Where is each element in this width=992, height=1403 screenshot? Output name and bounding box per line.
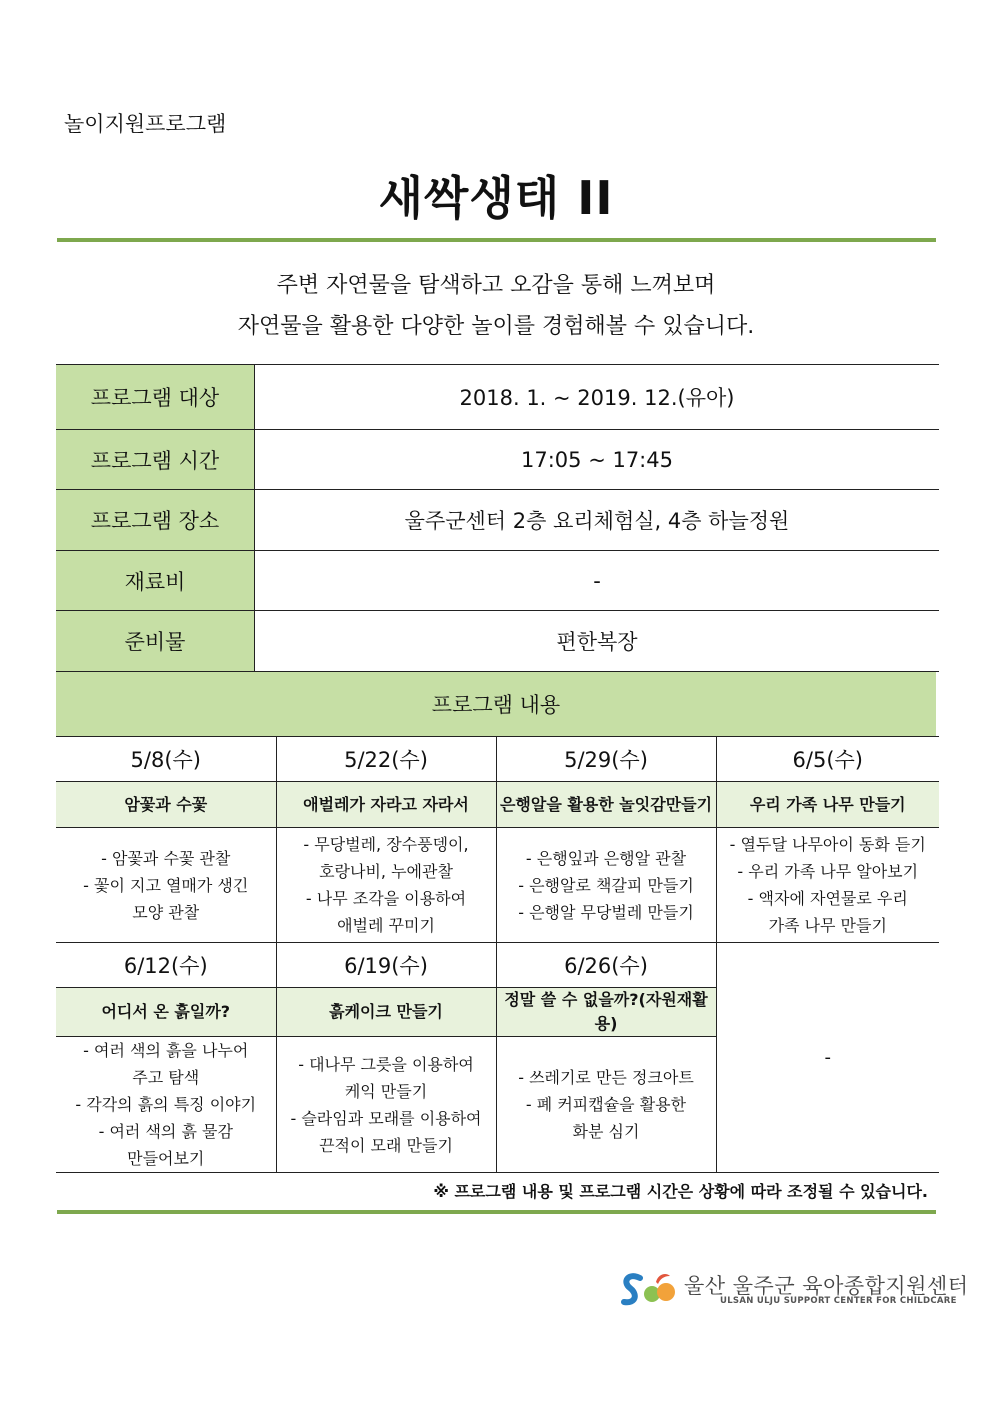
program-info-table	[56, 364, 939, 672]
detail-line: - 여러 색의 흙을 나누어	[83, 1041, 249, 1060]
detail-line: 화분 심기	[572, 1122, 640, 1141]
org-name-en: ULSAN ULJU SUPPORT CENTER FOR CHILDCARE	[720, 1296, 957, 1306]
detail-row	[56, 828, 939, 943]
topic-line: 애벌레가 자라고 자라서	[303, 794, 469, 814]
org-logo	[620, 1266, 969, 1316]
topic-line: 흙케이크 만들기	[329, 1002, 443, 1021]
info-row	[56, 365, 939, 430]
date-row	[56, 737, 939, 782]
intro-line-2: 자연물을 활용한 다양한 놀이를 경험해볼 수 있습니다.	[237, 314, 755, 339]
session-date: 6/26(수)	[496, 943, 716, 988]
detail-line: - 나무 조각을 이용하여	[305, 889, 467, 908]
detail-line: - 대나무 그릇을 이용하여	[298, 1054, 474, 1074]
top-divider	[57, 238, 936, 242]
info-row	[56, 490, 939, 551]
session-date: 6/5(수)	[716, 737, 939, 782]
detail-line: - 꽃이 지고 열매가 생긴	[83, 875, 249, 895]
detail-line: - 무당벌레, 장수풍뎅이,	[303, 835, 469, 854]
session-date: 6/12(수)	[56, 943, 276, 988]
session-date: 6/19(수)	[276, 943, 496, 988]
detail-line: - 열두달 나무아이 동화 듣기	[729, 835, 926, 854]
detail-line: - 은행알 무당벌레 만들기	[518, 902, 694, 922]
info-row	[56, 430, 939, 490]
program-content-header: 프로그램 내용	[56, 671, 936, 737]
org-name: 울산 울주군 육아종합지원센터	[684, 1274, 969, 1298]
info-value: -	[255, 551, 940, 611]
detail-line: 모양 관찰	[132, 902, 200, 922]
session-topic	[56, 988, 276, 1037]
detail-line: - 폐 커피캡슐을 활용한	[525, 1095, 687, 1114]
info-value: 2018. 1. ~ 2019. 12.(유아)	[255, 365, 940, 430]
info-row	[56, 611, 939, 672]
topic-line: 만들기	[665, 794, 713, 814]
info-value: 울주군센터 2층 요리체험실, 4층 하늘정원	[255, 490, 940, 551]
detail-line: - 쓰레기로 만든 정크아트	[518, 1068, 694, 1087]
session-topic	[716, 782, 939, 828]
detail-line: - 액자에 자연물로 우리	[747, 889, 908, 908]
schedule-table	[56, 736, 939, 1173]
detail-line: 애벌레 꾸미기	[337, 916, 435, 935]
info-label: 프로그램 대상	[56, 365, 255, 430]
session-date: 5/8(수)	[56, 737, 276, 782]
detail-line: - 여러 색의 흙 물감	[98, 1122, 233, 1141]
page-title: 새싹생태 II	[378, 171, 614, 225]
session-details	[716, 828, 939, 943]
topic-line: 정말 쓸 수 없을까?	[504, 990, 639, 1009]
session-date: 5/29(수)	[496, 737, 716, 782]
info-label: 프로그램 장소	[56, 490, 255, 551]
topic-row	[56, 782, 939, 828]
detail-line: - 암꽃과 수꽃 관찰	[101, 848, 231, 868]
topic-line: 암꽃과 수꽃	[124, 794, 208, 814]
detail-line: 주고 탐색	[132, 1068, 200, 1087]
session-topic	[276, 988, 496, 1037]
empty-session-cell: -	[716, 943, 939, 1173]
session-topic	[276, 782, 496, 828]
session-details	[496, 1037, 716, 1173]
bottom-divider	[57, 1210, 936, 1214]
detail-line: - 은행알로 책갈피 만들기	[518, 875, 694, 895]
detail-line: 호랑나비, 누에관찰	[319, 862, 453, 881]
session-details	[56, 1037, 276, 1173]
intro-line-1: 주변 자연물을 탐색하고 오감을 통해 느껴보며	[276, 273, 716, 298]
session-details	[496, 828, 716, 943]
topic-line: 어디서 온 흙일까?	[101, 1002, 231, 1021]
session-details	[276, 1037, 496, 1173]
detail-line: - 슬라임과 모래를 이용하여	[290, 1108, 482, 1128]
detail-line: - 각각의 흙의 특징 이야기	[75, 1095, 257, 1114]
date-row	[56, 943, 939, 988]
detail-line: - 우리 가족 나무 알아보기	[737, 862, 919, 881]
info-value: 편한복장	[255, 611, 940, 672]
session-topic	[496, 988, 716, 1037]
detail-line: 만들어보기	[127, 1149, 205, 1168]
info-label: 재료비	[56, 551, 255, 611]
session-topic	[496, 782, 716, 828]
detail-line: - 은행잎과 은행알 관찰	[525, 848, 687, 868]
session-details	[276, 828, 496, 943]
session-details	[56, 828, 276, 943]
category-label: 놀이지원프로그램	[64, 112, 227, 136]
sprout-logo-icon	[620, 1266, 680, 1310]
info-row	[56, 551, 939, 611]
detail-line: 가족 나무 만들기	[768, 916, 887, 935]
topic-line: 우리 가족 나무 만들기	[749, 794, 906, 814]
detail-line: 케익 만들기	[344, 1081, 428, 1101]
topic-line: (자원재활용)	[594, 990, 708, 1033]
session-date: 5/22(수)	[276, 737, 496, 782]
session-topic	[56, 782, 276, 828]
detail-line: 끈적이 모래 만들기	[319, 1135, 453, 1155]
topic-line: 은행알을 활용한 놀잇감	[499, 794, 666, 814]
info-value: 17:05 ~ 17:45	[255, 430, 940, 490]
schedule-note: ※ 프로그램 내용 및 프로그램 시간은 상황에 따라 조정될 수 있습니다.	[433, 1182, 928, 1201]
info-label: 준비물	[56, 611, 255, 672]
info-label: 프로그램 시간	[56, 430, 255, 490]
